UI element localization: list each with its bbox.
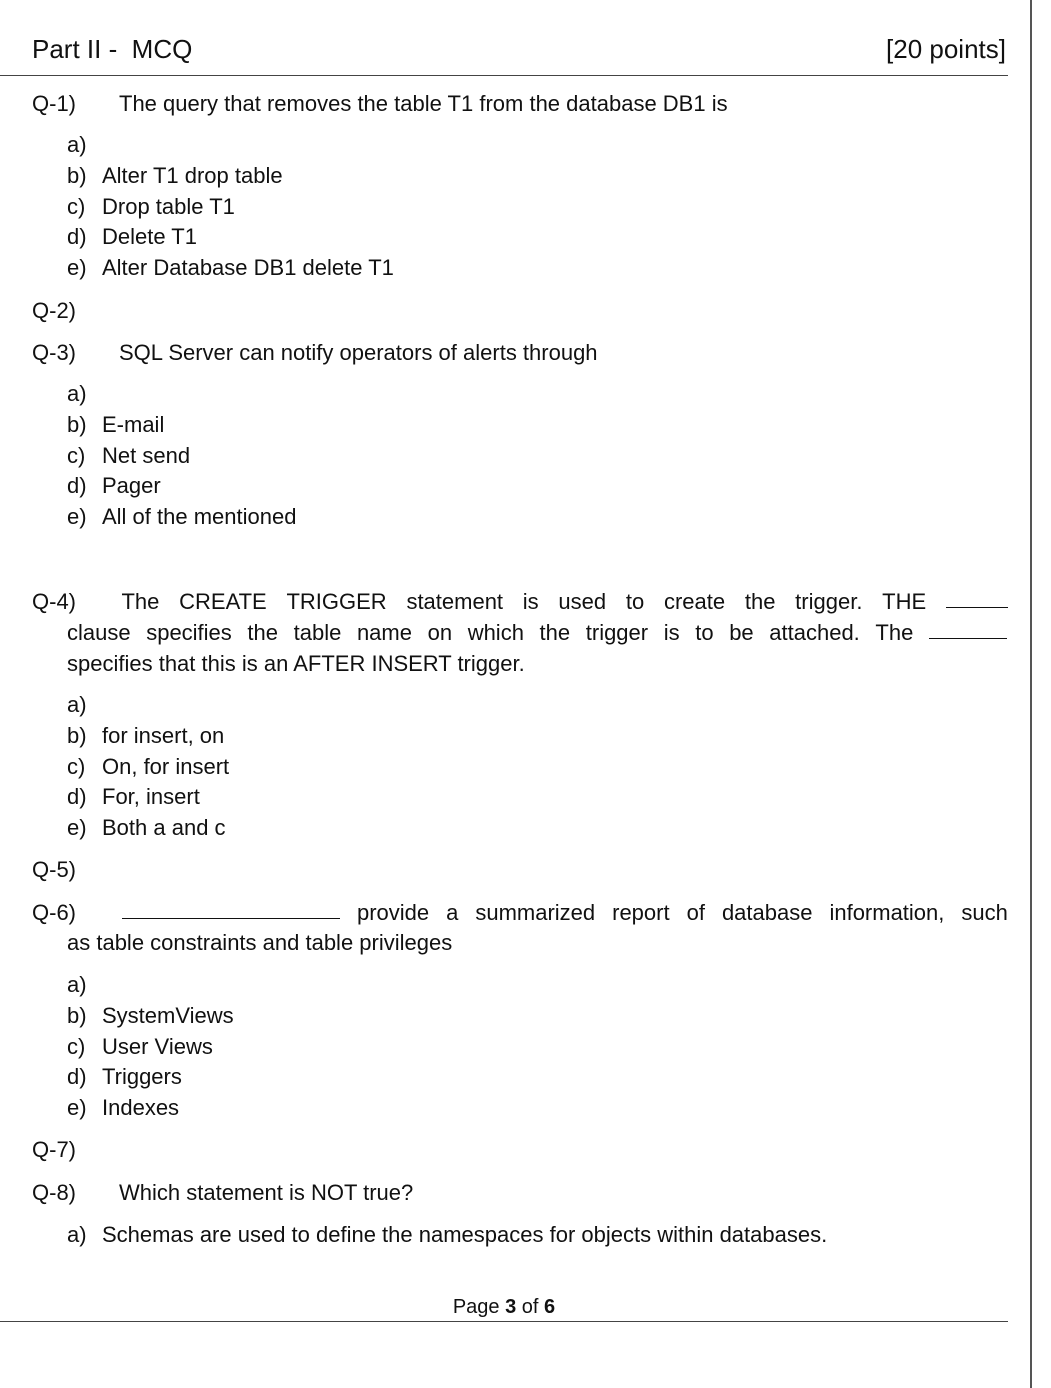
section-points: [20 points] xyxy=(886,34,1006,64)
option-letter: e) xyxy=(67,504,87,530)
option-letter: c) xyxy=(67,193,86,219)
question-text: The query that removes the table T1 from the database DB1 is xyxy=(119,91,728,116)
option-a[interactable] xyxy=(67,379,296,410)
word: such xyxy=(961,900,1008,925)
option-a[interactable] xyxy=(67,130,394,161)
word: attached. xyxy=(769,620,860,645)
option-letter: b) xyxy=(67,1002,87,1028)
word: the xyxy=(247,620,278,645)
question-text: Which statement is NOT true? xyxy=(119,1180,414,1205)
question-6-line-2: as table constraints and table privileges xyxy=(67,930,453,955)
option-letter: b) xyxy=(67,411,87,437)
option-text: Alter T1 drop table xyxy=(102,162,283,188)
page-footer xyxy=(0,1296,1008,1319)
word: the xyxy=(539,620,571,645)
question-6-options xyxy=(67,970,234,1124)
option-text: Alter Database DB1 delete T1 xyxy=(102,255,394,281)
option-d[interactable] xyxy=(67,1062,234,1093)
option-letter: a) xyxy=(67,381,87,406)
option-letter: e) xyxy=(67,815,87,841)
question-number: Q-3) xyxy=(32,340,76,365)
question-5 xyxy=(32,855,119,885)
question-4-continuation xyxy=(67,618,1007,679)
footer-divider xyxy=(0,1321,1008,1322)
question-4-options xyxy=(67,690,229,844)
question-number: Q-7) xyxy=(32,1137,76,1162)
word: name xyxy=(356,620,412,645)
question-1-options xyxy=(67,130,394,284)
page-label-prefix: Page xyxy=(452,1296,506,1318)
question-3-options xyxy=(67,379,296,533)
question-6 xyxy=(32,898,1008,928)
question-4 xyxy=(32,587,1008,617)
option-letter: a) xyxy=(67,972,87,997)
option-b[interactable] xyxy=(67,410,296,441)
word: clause xyxy=(67,620,131,645)
word: trigger. xyxy=(795,589,863,614)
option-text: Net send xyxy=(102,442,191,468)
word: specifies xyxy=(146,620,232,645)
word: a xyxy=(446,900,459,925)
option-b[interactable] xyxy=(67,721,229,752)
word: to xyxy=(625,589,645,614)
question-2 xyxy=(32,296,119,326)
option-letter: c) xyxy=(67,1033,86,1059)
question-number: Q-6) xyxy=(32,900,76,925)
word: is xyxy=(522,589,539,614)
option-d[interactable] xyxy=(67,222,394,253)
option-letter: c) xyxy=(67,442,86,468)
question-3 xyxy=(32,338,598,368)
option-b[interactable] xyxy=(67,161,394,192)
option-letter: a) xyxy=(67,132,87,157)
word: create xyxy=(663,589,726,614)
word: THE xyxy=(882,589,927,614)
word: summarized xyxy=(475,900,596,925)
question-number: Q-2) xyxy=(32,298,76,323)
question-4-line-1 xyxy=(32,587,1008,617)
option-letter: b) xyxy=(67,162,87,188)
word: used xyxy=(558,589,607,614)
answer-blank[interactable] xyxy=(929,618,1007,639)
option-text: Both a and c xyxy=(102,815,226,841)
option-b[interactable] xyxy=(67,1001,234,1032)
option-letter: d) xyxy=(67,1064,87,1090)
word: be xyxy=(729,620,754,645)
option-text: Schemas are used to define the namespaces for objects within databases. xyxy=(102,1222,828,1247)
word: to xyxy=(695,620,714,645)
word: on xyxy=(427,620,453,645)
option-letter: d) xyxy=(67,224,87,250)
option-text: For, insert xyxy=(102,784,200,810)
option-letter: a) xyxy=(67,692,87,717)
option-c[interactable] xyxy=(67,441,296,472)
word: The xyxy=(121,589,160,614)
question-6-continuation xyxy=(67,928,1007,959)
option-e[interactable] xyxy=(67,813,229,844)
question-number: Q-1) xyxy=(32,91,76,116)
option-e[interactable] xyxy=(67,502,296,533)
option-letter: c) xyxy=(67,753,86,779)
option-letter: d) xyxy=(67,784,87,810)
question-8-options xyxy=(67,1220,827,1251)
section-title: Part II - MCQ xyxy=(32,34,193,64)
question-8 xyxy=(32,1178,413,1208)
option-letter: a) xyxy=(67,1222,87,1247)
answer-blank[interactable] xyxy=(946,587,1008,608)
option-letter: d) xyxy=(67,473,87,499)
question-6-line-1 xyxy=(32,898,1008,928)
option-a[interactable] xyxy=(67,690,229,721)
option-text: E-mail xyxy=(102,411,165,437)
answer-blank[interactable] xyxy=(122,898,340,919)
question-1 xyxy=(32,89,728,119)
question-4-line-2 xyxy=(67,618,1007,649)
option-c[interactable] xyxy=(67,752,229,783)
option-a[interactable] xyxy=(67,970,234,1001)
current-page: 3 xyxy=(505,1296,517,1318)
option-text: for insert, on xyxy=(102,722,225,748)
option-letter: e) xyxy=(67,1095,87,1121)
question-number: Q-5) xyxy=(32,857,76,882)
option-e[interactable] xyxy=(67,1093,234,1124)
word: information, xyxy=(829,900,945,925)
page-edge-rule xyxy=(1030,0,1032,1388)
word: The xyxy=(875,620,914,645)
question-4-line-3: specifies that this is an AFTER INSERT trigger. xyxy=(67,650,525,676)
section-header xyxy=(32,34,1006,70)
option-d[interactable] xyxy=(67,471,296,502)
option-a[interactable] xyxy=(67,1220,827,1251)
word: provide xyxy=(356,900,430,925)
total-pages: 6 xyxy=(544,1296,556,1318)
option-text: SystemViews xyxy=(102,1002,234,1028)
word: report xyxy=(612,900,670,925)
option-c[interactable] xyxy=(67,192,394,223)
word: of xyxy=(686,900,705,925)
option-text: All of the mentioned xyxy=(102,504,297,530)
word: table xyxy=(293,620,342,645)
option-text: Pager xyxy=(102,473,161,499)
option-e[interactable] xyxy=(67,253,394,284)
question-7 xyxy=(32,1135,119,1165)
header-divider xyxy=(0,75,1008,76)
question-number: Q-4) xyxy=(32,589,76,614)
option-text: Delete T1 xyxy=(102,224,197,250)
word: which xyxy=(467,620,524,645)
question-number: Q-8) xyxy=(32,1180,76,1205)
option-text: On, for insert xyxy=(102,753,230,779)
question-text: SQL Server can notify operators of alerts through xyxy=(119,340,598,365)
option-letter: b) xyxy=(67,722,87,748)
word: CREATE xyxy=(179,589,267,614)
option-text: Triggers xyxy=(102,1064,182,1090)
word: trigger xyxy=(585,620,649,645)
word: the xyxy=(744,589,776,614)
word: statement xyxy=(406,589,504,614)
option-letter: e) xyxy=(67,255,87,281)
option-text: User Views xyxy=(102,1033,213,1059)
option-d[interactable] xyxy=(67,782,229,813)
option-text: Drop table T1 xyxy=(102,193,235,219)
word: TRIGGER xyxy=(286,589,387,614)
option-text: Indexes xyxy=(102,1095,180,1121)
word: database xyxy=(721,900,813,925)
page-label-middle: of xyxy=(516,1296,545,1318)
option-c[interactable] xyxy=(67,1032,234,1063)
word: is xyxy=(663,620,680,645)
